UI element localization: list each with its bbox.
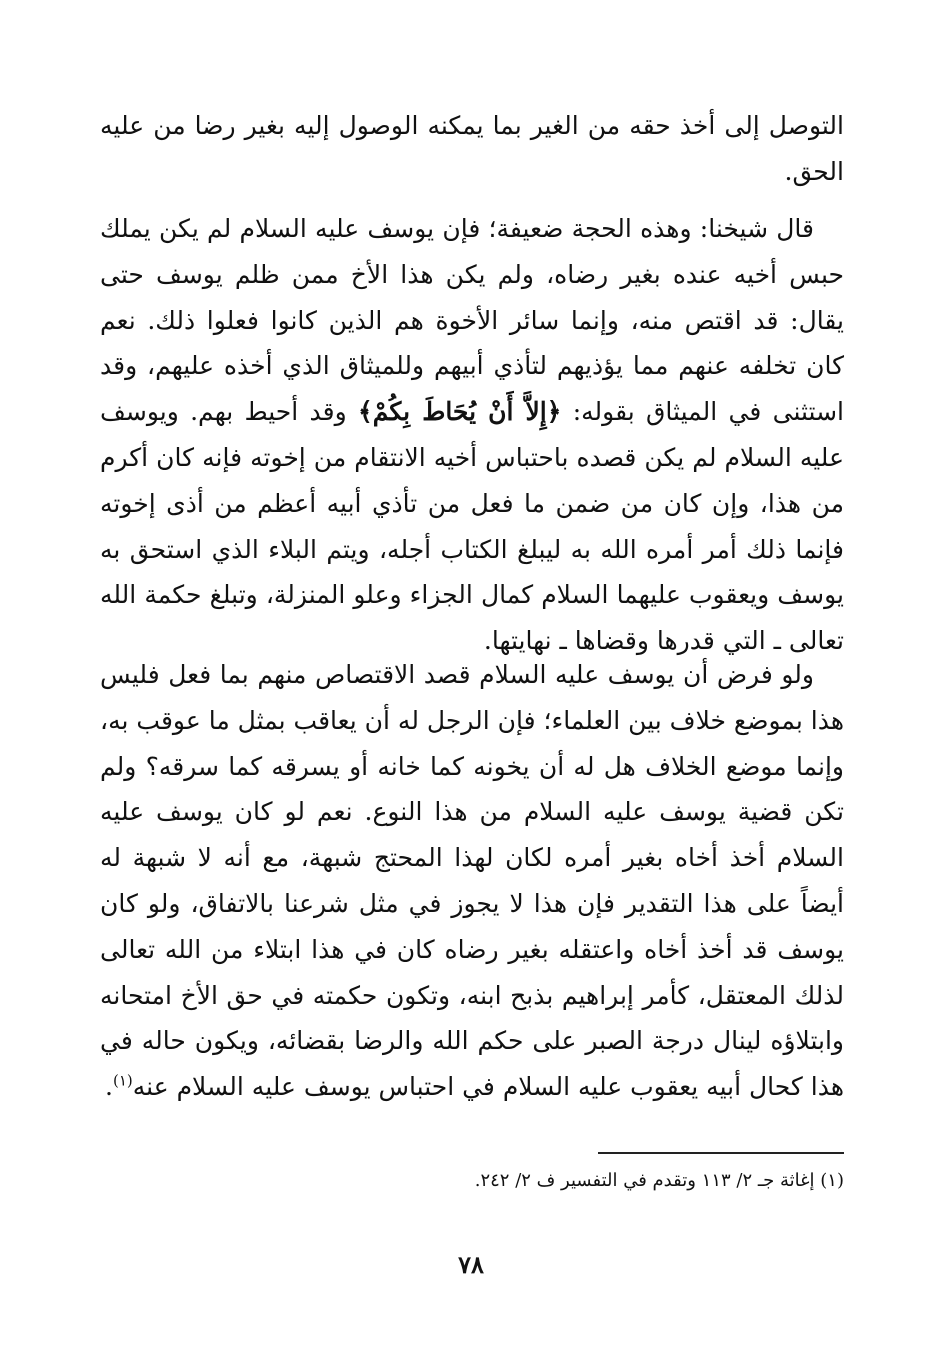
paragraph-2 (100, 206, 844, 664)
footnote-divider (598, 1152, 844, 1154)
paragraph-1-text: التوصل إلى أخذ حقه من الغير بما يمكنه الوصول إليه بغير رضا من عليه الحق. (100, 111, 844, 186)
paragraph-3 (100, 652, 844, 1110)
footnote: (١) إغاثة جـ ٢/ ١١٣ وتقدم في التفسير ف ٢/ ٢٤٢. (474, 1170, 844, 1191)
paragraph-3-text: ولو فرض أن يوسف عليه السلام قصد الاقتصاص منهم بما فعل فليس هذا بموضع خلاف بين العلماء؛ فإن الرجل له أن يعاقب بمثل ما عوقب به، وإنما موضع الخلاف هل له أن يخونه كما خانه أو يسرقه كما سرقه؟ ولم تكن قضية يوسف عليه السلام من هذا النوع. نعم لو كان يوسف عليه السلام أخذ أخاه بغير أمره لكان لهذا المحتج شبهة، مع أنه لا شبهة له أيضاً على هذا التقدير فإن هذا لا يجوز في مثل شرعنا بالاتفاق، ولو كان يوسف قد أخذ أخاه واعتقله بغير رضاه كان في هذا ابتلاء من الله تعالى لذلك المعتقل، كأمر إبراهيم بذبح ابنه، وتكون حكمته في حق الأخ امتحانه وابتلاؤه لينال درجة الصبر على حكم الله والرضا بقضائه، ويكون حاله في هذا كحال أبيه يعقوب عليه السلام في احتباس يوسف عليه السلام عنه (100, 660, 844, 1102)
paragraph-3-end: . (105, 1072, 113, 1102)
quran-verse: ﴿إِلاَّ أَنْ يُحَاطَ بِكُمْ﴾ (358, 397, 562, 427)
paragraph-2-text-after-verse: وقد أحيط بهم. ويوسف عليه السلام لم يكن قصده باحتباس أخيه الانتقام من إخوته فإنه كان أكرم من هذا، وإن كان من ضمن ما فعل من تأذي أبيه أعظم من أذى إخوته فإنما ذلك أمر أمره الله به ليبلغ الكتاب أجله، ويتم البلاء الذي استحق به يوسف ويعقوب عليهما السلام كمال الجزاء وعلو المنزلة، وتبلغ حكمة الله تعالى ـ التي قدرها وقضاها ـ نهايتها. (100, 397, 844, 656)
paragraph-1 (100, 103, 844, 195)
page-number: ٧٨ (458, 1250, 484, 1279)
paragraph-2-text-before-verse: قال شيخنا: وهذه الحجة ضعيفة؛ فإن يوسف عليه السلام لم يكن يملك حبس أخيه عنده بغير رضاه، ولم يكن هذا الأخ ممن ظلم يوسف حتى يقال: قد اقتص منه، وإنما سائر الأخوة هم الذين كانوا فعلوا ذلك. نعم كان تخلفه عنهم مما يؤذيهم لتأذي أبيهم وللميثاق الذي أخذه عليهم، وقد استثنى في الميثاق بقوله: (100, 214, 844, 427)
footnote-reference: (١) (112, 1071, 133, 1090)
